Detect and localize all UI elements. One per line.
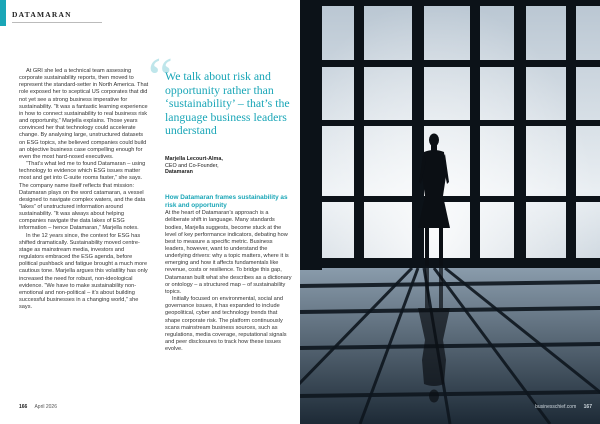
body-paragraph: In the 12 years since, the context for ESG has shifted dramatically. Sustainability moved centre-stage as mainstream media, investors and regulators embraced the ESG agenda, before political pushback and fatigue brought a much more cautious tone. Marjella argues this volatility has only increased the need for robust, non-ideological evidence. “We have to make sustainability non-emotional and non-political – it’s about building successful businesses in a changing world,” she says. (19, 232, 148, 311)
site-url: businesschief.com (535, 404, 577, 410)
attribution-org: Datamaran (165, 169, 193, 176)
body-paragraph: Initially focused on environmental, social and governance issues, it has expanded to include geopolitical, cyber and technology trends that shape corporate risk. The platform continuously scans mainstream business sources, such as regulations, media coverage, reputational signals and peer disclosures to track how these issues evolve. (165, 296, 287, 353)
attribution-role: CEO and Co-Founder, (165, 162, 219, 169)
issue-date: April 2026 (34, 404, 57, 410)
magazine-name: DATAMARAN (12, 10, 72, 19)
body-column-2 (165, 194, 293, 353)
section-heading: How Datamaran frames sustainability as risk and opportunity (165, 194, 288, 209)
footer-right (535, 404, 592, 410)
window-silhouette-photo (300, 0, 600, 424)
page-number: 166 (19, 404, 28, 410)
quote-mark: “ (148, 47, 173, 109)
body-paragraph: At the heart of Datamaran’s approach is a deliberate shift in language. Many standards bodies, Marjella suggests, become stuck at the level of key performance indicators, debating how best to measure a specific metric. Business leaders, however, want to understand the underlying drivers: why a topic matters, where it is emerging and how it affects fundamentals like revenue, costs or resilience. To bridge this gap, Datamaran built what she describes as a dictionary or ontology – a structured map – of sustainability topics. (165, 210, 292, 295)
quote-attribution (165, 156, 295, 176)
body-column-1 (19, 68, 149, 311)
body-paragraph: “That’s what led me to found Datamaran – using technology to evidence which ESG issues matter most and get into C-suite rooms faster,” she says. The company name itself reflects that mission: Datamaran plays on the word catamaran, a vessel designed to navigate complex waters, and the data “lakes” of unstructured information around sustainability. “It was always about helping companies navigate the data lakes of ESG information – hence Datamaran,” Marjella notes. (19, 161, 146, 232)
attribution-name: Marjella Lecourt-Alma, (165, 156, 223, 162)
header-rule (12, 22, 102, 23)
footer-left (19, 404, 57, 410)
accent-bar (0, 0, 6, 26)
right-page (300, 0, 600, 424)
body-paragraph: At GRI she led a technical team assessing corporate sustainability reports, then moved to represent the standard-setter in North America. That role exposed her to sceptical US corporates that did not yet see a strong business imperative for sustainability. “It was a fantastic learning experience in how to connect sustainability to real business risk and opportunity,” Marjella explains. Those years convinced her that technology could accelerate change. By analysing large, unstructured datasets on ESG topics, she believed companies could build an objective business case compelling enough for even the most hard-nosed executives. (19, 68, 149, 160)
pull-quote: We talk about risk and opportunity rather than ‘sustainability’ – that’s the language business leaders understand (165, 69, 290, 138)
page-number: 167 (583, 404, 592, 410)
